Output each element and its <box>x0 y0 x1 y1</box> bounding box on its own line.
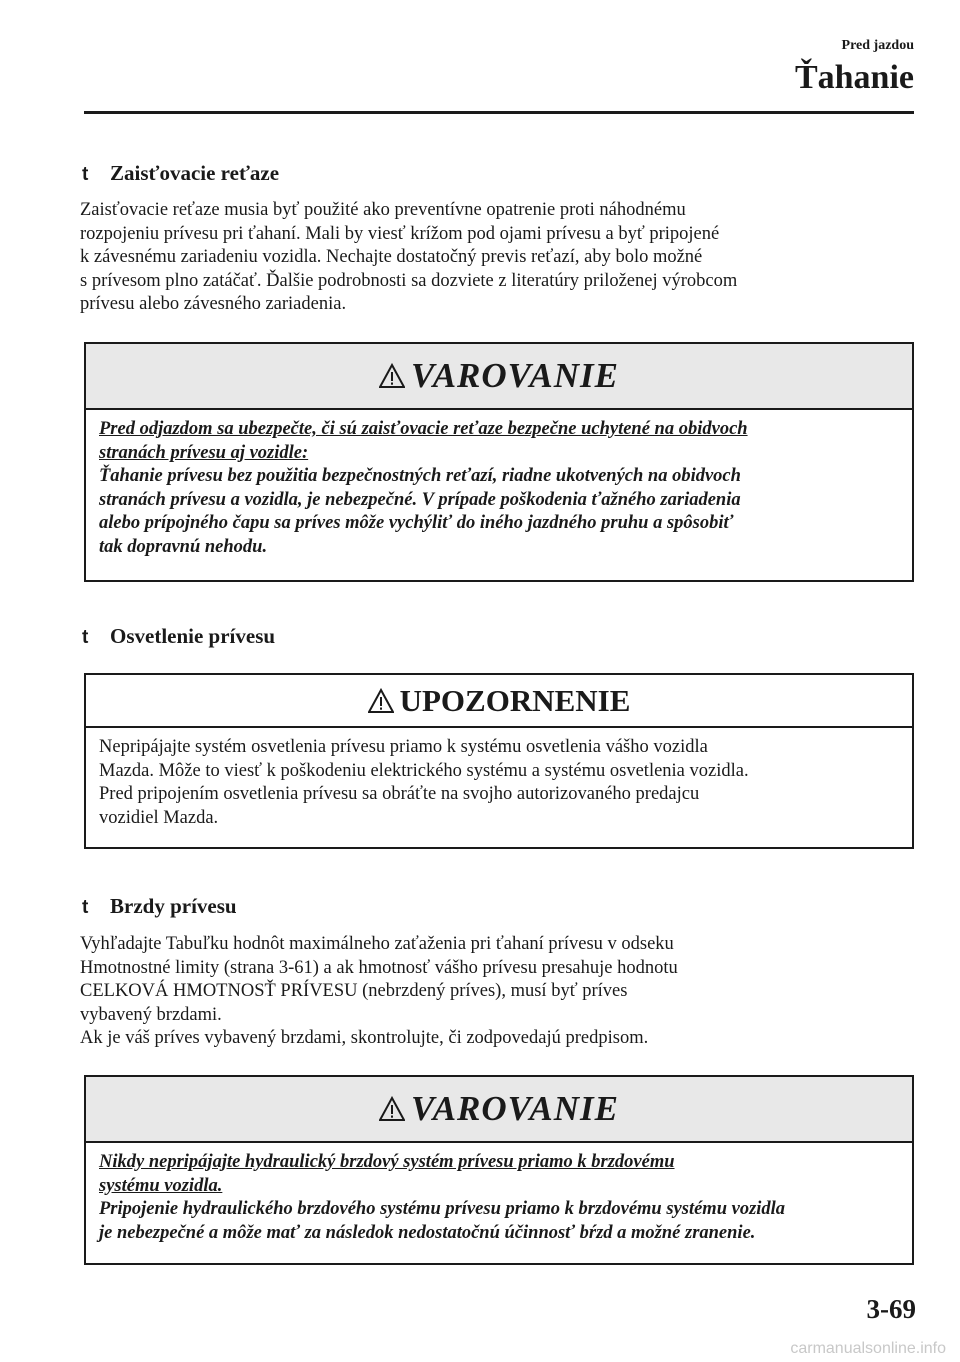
warning-emphasis-line: Nikdy nepripájajte hydraulický brzdový systém prívesu priamo k brzdovému <box>99 1152 675 1172</box>
text-line: s prívesom plno zatáčať. Ďalšie podrobnosti sa dozviete z literatúry priloženej výrobcom <box>80 270 738 291</box>
text-line: Hmotnostné limity (strana 3-61) a ak hmotnosť vášho prívesu presahuje hodnotu <box>80 957 678 978</box>
header-rule <box>84 111 914 114</box>
warning-line: alebo prípojného čapu sa príves môže vychýliť do iného jazdného pruhu a spôsobiť <box>99 513 734 533</box>
caution-line: vozidiel Mazda. <box>99 807 219 828</box>
warning-line: Ťahanie prívesu bez použitia bezpečnostných reťazí, riadne ukotvených na obidvoch <box>99 466 741 486</box>
caution-line: Mazda. Môže to viesť k poškodeniu elektrického systému a systému osvetlenia vozidla. <box>99 760 749 781</box>
text-line: k závesnému zariadeniu vozidla. Nechajte dostatočný previs reťazí, aby bolo možné <box>80 247 703 267</box>
heading-chains-text: Zaisťovacie reťaze <box>110 161 280 185</box>
heading-brakes <box>82 893 237 921</box>
bullet-icon: t <box>82 164 89 185</box>
caution-body <box>86 728 912 840</box>
warning-emphasis-line: Pred odjazdom sa ubezpečte, či sú zaisťovacie reťaze bezpečne uchytené na obidvoch <box>99 419 748 439</box>
text-line: Vyhľadajte Tabuľku hodnôt maximálneho zaťaženia pri ťahaní prívesu v odseku <box>80 934 674 954</box>
warning-emphasis-line: systému vozidla. <box>99 1175 223 1196</box>
caution-header <box>86 675 912 728</box>
warning-body <box>86 1143 912 1255</box>
warning-line: Pripojenie hydraulického brzdového systému prívesu priamo k brzdovému systému vozidla <box>99 1199 786 1219</box>
caution-box <box>84 673 914 849</box>
paragraph-chains <box>80 199 920 317</box>
warning-triangle-icon <box>379 363 405 389</box>
warning-line: je nebezpečné a môže mať za následok nedostatočnú účinnosť bŕzd a možné zranenie. <box>99 1222 756 1243</box>
text-line: Zaisťovacie reťaze musia byť použité ako preventívne opatrenie proti náhodnému <box>80 200 686 220</box>
warning-line: tak dopravnú nehodu. <box>99 536 268 557</box>
warning-triangle-icon <box>368 688 394 714</box>
warning-header <box>86 1077 912 1143</box>
warning-triangle-icon <box>379 1096 405 1122</box>
warning-body <box>86 410 912 569</box>
heading-chains <box>82 160 279 188</box>
text-line: prívesu alebo závesného zariadenia. <box>80 294 347 314</box>
text-line: vybavený brzdami. <box>80 1004 222 1025</box>
caution-line: Nepripájajte systém osvetlenia prívesu priamo k systému osvetlenia vášho vozidla <box>99 737 708 757</box>
watermark: carmanualsonline.info <box>790 1340 946 1357</box>
page-title: Ťahanie <box>794 59 914 96</box>
caution-title: UPOZORNENIE <box>399 682 631 718</box>
text-line: rozpojeniu prívesu pri ťahaní. Mali by viesť krížom pod ojami prívesu a byť pripojené <box>80 223 720 244</box>
caution-line: Pred pripojením osvetlenia prívesu sa obráťte na svojho autorizovaného predajcu <box>99 784 700 804</box>
heading-lighting <box>82 623 275 651</box>
heading-lighting-text: Osvetlenie prívesu <box>110 624 276 648</box>
warning-title: VAROVANIE <box>410 1089 620 1128</box>
warning-line: stranách prívesu a vozidla, je nebezpečné. V prípade poškodenia ťažného zariadenia <box>99 489 741 510</box>
warning-emphasis-line: stranách prívesu aj vozidle: <box>99 442 309 463</box>
text-line: CELKOVÁ HMOTNOSŤ PRÍVESU (nebrzdený príves), musí byť príves <box>80 981 628 1001</box>
warning-box <box>84 1075 914 1265</box>
bullet-icon: t <box>82 627 89 648</box>
paragraph-brakes <box>80 933 920 1051</box>
bullet-icon: t <box>82 897 89 918</box>
text-line: Ak je váš príves vybavený brzdami, skontrolujte, či zodpovedajú predpisom. <box>80 1028 649 1048</box>
warning-title: VAROVANIE <box>410 356 620 395</box>
header-section: Pred jazdou <box>841 38 914 53</box>
warning-box <box>84 342 914 582</box>
page-number: 3-69 <box>866 1294 916 1324</box>
warning-header <box>86 344 912 410</box>
heading-brakes-text: Brzdy prívesu <box>110 894 237 918</box>
